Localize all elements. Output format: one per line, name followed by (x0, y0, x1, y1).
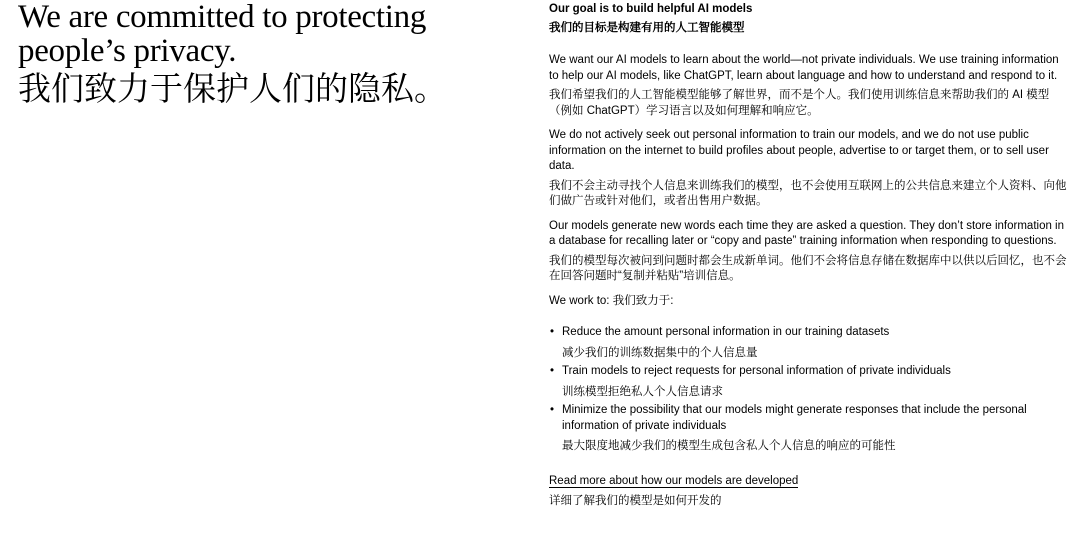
read-more-zh: 详细了解我们的模型是如何开发的 (549, 494, 722, 507)
paragraph-3-en: Our models generate new words each time they are asked a question. They don’t store information in a database for recalling later or “copy and paste” training information when responding to questions. (549, 219, 1065, 247)
bullet-text-en: Minimize the possibility that our models might generate responses that include the personal information of private individuals (562, 404, 1027, 432)
paragraph-2-en: We do not actively seek out personal information to train our models, and we do not use public information on the internet to build profiles about people, advertise to or target them, or to sell user data. (549, 129, 1049, 172)
work-to-label: We work to: 我们致力于: (549, 294, 674, 307)
paragraph-1-en: We want our AI models to learn about the world—not private individuals. We use training information to help our AI models, like ChatGPT, learn about language and how to understand and respond to it. (549, 54, 1059, 82)
list-item (549, 364, 1067, 400)
paragraph-2-zh: 我们不会主动寻找个人信息来训练我们的模型，也不会使用互联网上的公共信息来建立个人资料、向他们做广告或针对他们，或者出售用户数据。 (549, 179, 1067, 207)
goal-title: Our goal is to build helpful AI models (549, 3, 753, 15)
read-more-section (549, 472, 1067, 489)
content-section (549, 0, 1067, 509)
hero-headline-line-1: We are committed to protecting (18, 0, 427, 35)
hero-headline-line-2: people’s privacy. (18, 33, 237, 69)
bullet-text-en: Reduce the amount personal information in our training datasets (562, 326, 890, 338)
bullet-text-zh: 训练模型拒绝私人个人信息请求 (562, 385, 723, 398)
paragraph-3-zh: 我们的模型每次被问到问题时都会生成新单词。他们不会将信息存储在数据库中以供以后回忆，也不会在回答问题时“复制并粘贴”培训信息。 (549, 254, 1067, 282)
goal-title-zh: 我们的目标是构建有用的人工智能模型 (549, 22, 745, 34)
list-item (549, 403, 1067, 455)
bullet-dot-icon: • (550, 326, 555, 338)
hero-headline-zh: 我们致力于保护人们的隐私。 (18, 69, 447, 108)
bullet-text-zh: 减少我们的训练数据集中的个人信息量 (562, 346, 758, 359)
read-more-link[interactable]: Read more about how our models are developed (549, 474, 799, 487)
hero-section (18, 0, 478, 110)
bullet-text-zh: 最大限度地减少我们的模型生成包含私人个人信息的响应的可能性 (562, 440, 896, 452)
paragraph-1-zh: 我们希望我们的人工智能模型能够了解世界，而不是个人。我们使用训练信息来帮助我们的 AI 模型（例如 ChatGPT）学习语言以及如何理解和响应它。 (549, 89, 1050, 117)
bullet-text-en: Train models to reject requests for personal information of private individuals (562, 365, 951, 377)
bullet-dot-icon: • (550, 365, 555, 377)
list-item (549, 325, 1067, 361)
commitments-list (549, 325, 1067, 455)
bullet-dot-icon: • (550, 404, 555, 416)
